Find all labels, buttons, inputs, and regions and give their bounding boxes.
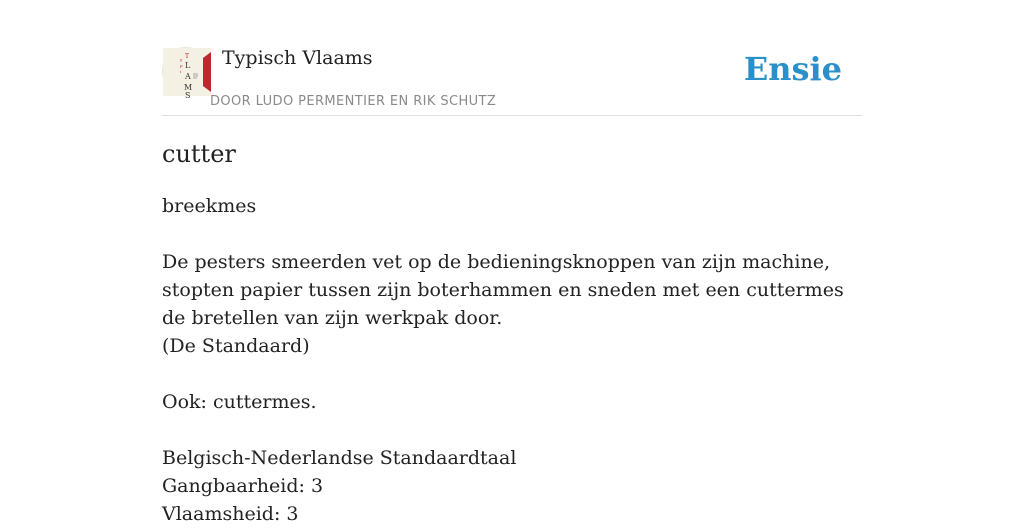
example-source: (De Standaard) [162, 335, 310, 357]
ensie-logo-link[interactable]: Ensie [743, 50, 842, 88]
book-cover-logo[interactable] [162, 47, 210, 100]
byline: DOOR LUDO PERMENTIER EN RIK SCHUTZ [210, 94, 497, 109]
vlaamsheid-rating: Vlaamsheid: 3 [162, 503, 299, 525]
entry-body [162, 192, 862, 528]
svg-text:y: y [180, 57, 183, 62]
svg-text:S: S [185, 91, 191, 100]
language-category: Belgisch-Nederlandse Standaardtaal [162, 447, 517, 469]
variant-note: Ook: cuttermes. [162, 391, 317, 413]
gangbaarheid-rating: Gangbaarheid: 3 [162, 475, 324, 497]
definition: breekmes [162, 195, 257, 217]
example-sentence: De pesters smeerden vet op de bedieningsknoppen van zijn machine, stopten papier tussen zijn boterhammen en sneden met een cuttermes de bretellen van zijn werkpak door. [162, 251, 844, 329]
spacer [162, 360, 862, 388]
svg-text:p: p [180, 63, 183, 68]
spacer [162, 416, 862, 444]
svg-text:L: L [185, 61, 191, 70]
svg-text:i: i [180, 69, 182, 74]
svg-text:M: M [184, 83, 193, 92]
entry-word: cutter [162, 140, 236, 168]
svg-text:T: T [185, 53, 190, 60]
spacer [162, 220, 862, 248]
site-header [162, 40, 862, 116]
site-title[interactable]: Typisch Vlaams [222, 47, 373, 69]
entry-content [162, 138, 862, 528]
svg-text:A: A [185, 72, 191, 81]
